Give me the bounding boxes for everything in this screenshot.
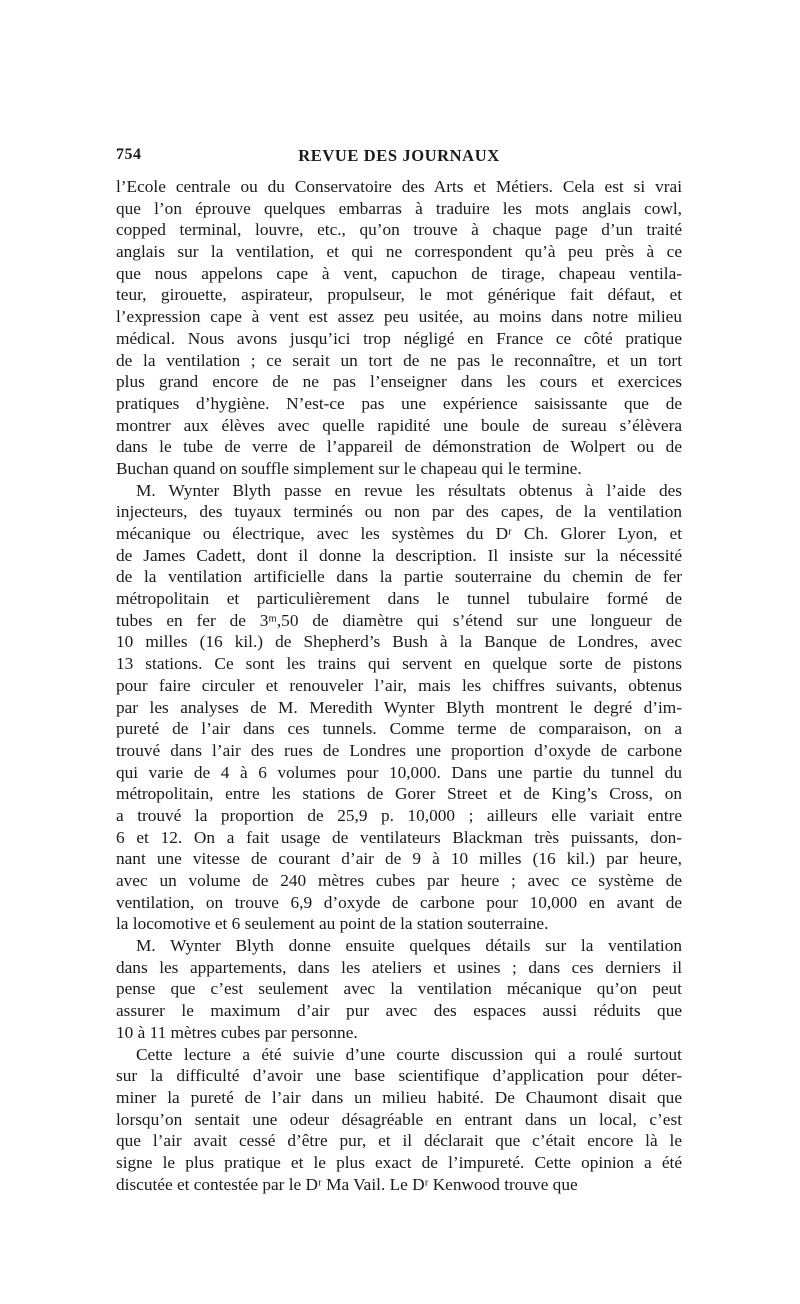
text-line-content: M. Wynter Blyth donne ensuite quelques détails sur la ventilation — [136, 936, 682, 956]
text-line: 10 milles (16 kil.) de Shepherd’s Bush à la Banque de Londres, avec — [116, 632, 682, 652]
text-line: plus grand encore de ne pas l’enseigner dans les cours et exercices — [116, 372, 682, 392]
text-line: nant une vitesse de courant d’air de 9 à 10 milles (16 kil.) par heure, — [116, 849, 682, 869]
text-line: mécanique ou électrique, avec les systèmes du Dʳ Ch. Glorer Lyon, et — [116, 524, 682, 543]
text-line — [116, 935, 682, 957]
text-line: l’expression cape à vent est assez peu usitée, au moins dans notre milieu — [116, 307, 682, 327]
page-number: 754 — [116, 146, 142, 163]
text-line: pour faire circuler et renouveler l’air, mais les chiffres suivants, obtenus — [116, 675, 682, 695]
text-line-content: M. Wynter Blyth passe en revue les résultats obtenus à l’aide des — [136, 480, 682, 500]
text-line: teur, girouette, aspirateur, propulseur, le mot générique fait défaut, et — [116, 285, 682, 305]
text-line: assurer le maximum d’air pur avec des espaces aussi réduits que — [116, 1001, 682, 1021]
text-line: que nous appelons cape à vent, capuchon de tirage, chapeau ventila- — [116, 263, 682, 283]
text-line: tubes en fer de 3ᵐ,50 de diamètre qui s’étend sur une longueur de — [116, 610, 682, 630]
text-line: anglais sur la ventilation, et qui ne correspondent qu’à peu près à ce — [116, 242, 682, 262]
body-text — [116, 176, 682, 1195]
text-line: métropolitain et particulièrement dans le tunnel tubulaire formé de — [116, 589, 682, 609]
text-line: injecteurs, des tuyaux terminés ou non par des capes, de la ventilation — [116, 502, 682, 522]
text-line: médical. Nous avons jusqu’ici trop négligé en France ce côté pratique — [116, 328, 682, 348]
text-line-content: Cette lecture a été suivie d’une courte discussion qui a roulé surtout — [136, 1044, 682, 1064]
text-line: de la ventilation ; ce serait un tort de ne pas le reconnaître, et un tort — [116, 350, 682, 370]
text-line: a trouvé la proportion de 25,9 p. 10,000 ; ailleurs elle variait entre — [116, 805, 682, 825]
text-line: miner la pureté de l’air dans un milieu habité. De Chaumont disait que — [116, 1087, 682, 1107]
text-line — [116, 1044, 682, 1066]
text-line: ventilation, on trouve 6,9 d’oxyde de carbone pour 10,000 en avant de — [116, 892, 682, 912]
text-line: pratiques d’hygiène. N’est-ce pas une expérience saisissante que de — [116, 393, 682, 413]
text-line: dans le tube de verre de l’appareil de démonstration de Wolpert ou de — [116, 437, 682, 457]
text-line: de James Cadett, dont il donne la description. Il insiste sur la nécessité — [116, 545, 682, 565]
text-line: dans les appartements, dans les ateliers et usines ; dans ces derniers il — [116, 957, 682, 977]
paragraph — [116, 935, 682, 1043]
text-line: pense que c’est seulement avec la ventilation mécanique qu’on peut — [116, 979, 682, 999]
text-line: la locomotive et 6 seulement au point de la station souterraine. — [116, 914, 549, 934]
paragraph — [116, 1044, 682, 1196]
text-line: montrer aux élèves avec quelle rapidité une boule de sureau s’élèvera — [116, 415, 682, 435]
text-line: que l’air avait cessé d’être pur, et il déclarait que c’était encore là le — [116, 1131, 682, 1151]
text-line: 10 à 11 mètres cubes par personne. — [116, 1022, 358, 1042]
text-line: l’Ecole centrale ou du Conservatoire des Arts et Métiers. Cela est si vrai — [116, 177, 682, 196]
text-line: pureté de l’air dans ces tunnels. Comme terme de comparaison, on a — [116, 719, 682, 739]
paragraph — [116, 480, 682, 935]
text-line: par les analyses de M. Meredith Wynter Blyth montrent le degré d’im- — [116, 697, 682, 717]
text-line: métropolitain, entre les stations de Gorer Street et de King’s Cross, on — [116, 784, 682, 804]
text-line: sur la difficulté d’avoir une base scientifique d’application pour déter- — [116, 1066, 682, 1086]
text-line: qui varie de 4 à 6 volumes pour 10,000. Dans une partie du tunnel du — [116, 762, 682, 782]
text-line: trouvé dans l’air des rues de Londres une proportion d’oxyde de carbone — [116, 740, 682, 760]
text-line: signe le plus pratique et le plus exact de l’impureté. Cette opinion a été — [116, 1152, 682, 1172]
paragraph — [116, 176, 682, 480]
text-line: discutée et contestée par le Dʳ Ma Vail. Le Dʳ Kenwood trouve que — [116, 1174, 578, 1194]
text-line: que l’on éprouve quelques embarras à traduire les mots anglais cowl, — [116, 198, 682, 218]
text-line: 6 et 12. On a fait usage de ventilateurs Blackman très puissants, don- — [116, 827, 682, 847]
text-line: avec un volume de 240 mètres cubes par heure ; avec ce système de — [116, 871, 682, 890]
text-line: Buchan quand on souffle simplement sur le chapeau qui le termine. — [116, 458, 582, 478]
running-head — [116, 146, 682, 170]
journal-title: REVUE DES JOURNAUX — [298, 146, 500, 165]
text-line: de la ventilation artificielle dans la partie souterraine du chemin de fer — [116, 567, 682, 587]
text-line: 13 stations. Ce sont les trains qui servent en quelque sorte de pistons — [116, 654, 682, 674]
text-line — [116, 480, 682, 502]
text-line: copped terminal, louvre, etc., qu’on trouve à chaque page d’un traité — [116, 220, 682, 240]
text-line: lorsqu’on sentait une odeur désagréable en entrant dans un local, c’est — [116, 1109, 682, 1129]
